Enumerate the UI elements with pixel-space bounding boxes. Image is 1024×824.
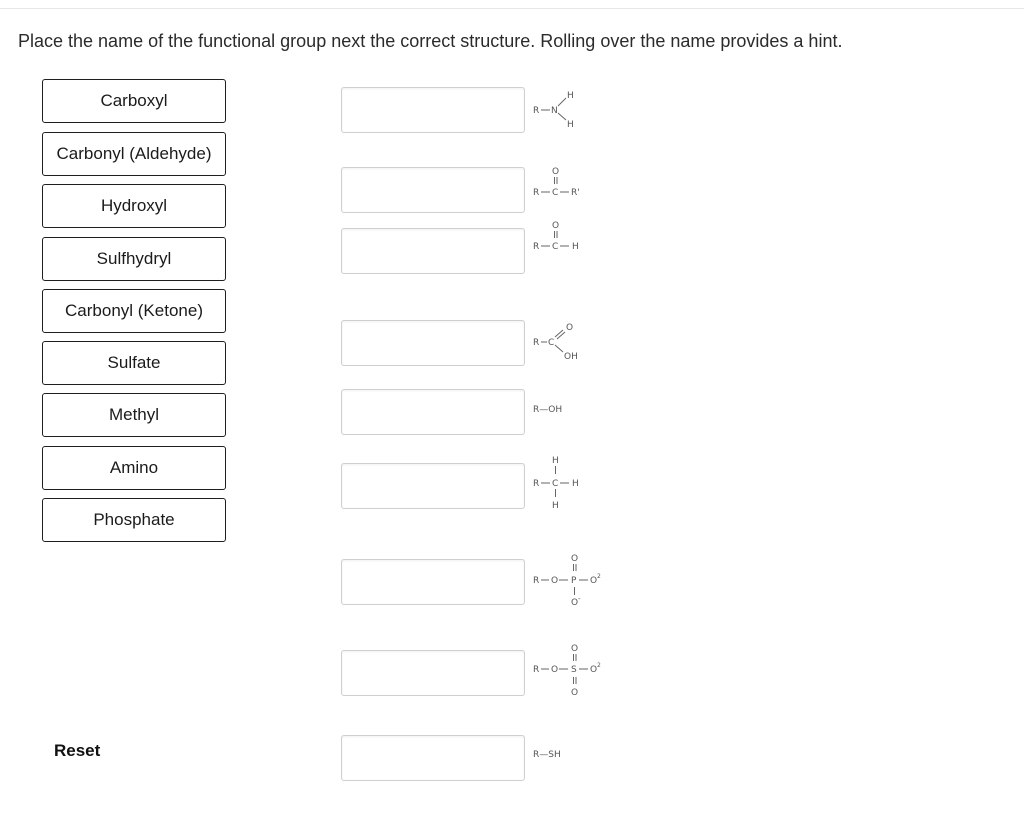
top-divider <box>0 8 1024 9</box>
o-atom: O <box>552 221 560 231</box>
o-atom: O <box>590 665 598 675</box>
drop-box-hydroxyl[interactable] <box>341 389 525 435</box>
name-carbonyl-aldehyde[interactable]: Carbonyl (Aldehyde) <box>42 132 226 176</box>
s-atom: S <box>571 665 577 675</box>
drop-box-methyl[interactable] <box>341 463 525 509</box>
structure-hydroxyl <box>530 399 600 419</box>
r-atom: R <box>533 106 540 116</box>
drop-box-amino[interactable] <box>341 87 525 133</box>
o-atom: O <box>566 323 574 333</box>
o-atom: O <box>551 576 559 586</box>
r-atom: R <box>533 665 540 675</box>
instructions-text: Place the name of the functional group next the correct structure. Rolling over the name provides a hint. <box>18 31 843 51</box>
name-hydroxyl[interactable]: Hydroxyl <box>42 184 226 228</box>
name-carbonyl-ketone[interactable]: Carbonyl (Ketone) <box>42 289 226 333</box>
o-atom: O <box>590 576 598 586</box>
drop-box-ketone[interactable] <box>341 167 525 213</box>
structure-sulfate <box>530 640 610 702</box>
n-atom: N <box>551 106 558 116</box>
name-sulfhydryl[interactable]: Sulfhydryl <box>42 237 226 281</box>
drop-box-phosphate[interactable] <box>341 559 525 605</box>
c-atom: C <box>548 338 555 348</box>
structure-amino <box>530 86 590 134</box>
r-atom: R <box>533 338 540 348</box>
reset-button[interactable]: Reset <box>54 741 101 760</box>
name-phosphate[interactable]: Phosphate <box>42 498 226 542</box>
structure-carboxyl <box>530 318 600 366</box>
name-methyl[interactable]: Methyl <box>42 393 226 437</box>
c-atom: C <box>552 479 559 489</box>
drop-box-carboxyl[interactable] <box>341 320 525 366</box>
o-atom: O <box>571 598 579 608</box>
p-atom: P <box>571 576 577 586</box>
h-atom: H <box>552 501 559 511</box>
o-atom: O <box>551 665 559 675</box>
hydroxyl-formula: R—OH <box>533 405 563 415</box>
o-atom: O <box>571 554 579 564</box>
structure-sulfhydryl <box>530 745 600 765</box>
o-atom: O <box>571 688 579 698</box>
o-atom: O <box>571 644 579 654</box>
r-atom: R <box>533 188 540 198</box>
charge-label: - <box>578 595 581 603</box>
name-amino[interactable]: Amino <box>42 446 226 490</box>
h-atom: H <box>567 120 574 130</box>
c-atom: C <box>552 242 559 252</box>
structure-aldehyde <box>530 217 600 257</box>
o-atom: O <box>552 167 560 177</box>
charge-label: 2 <box>597 573 601 580</box>
r-atom: R <box>533 242 540 252</box>
c-atom: C <box>552 188 559 198</box>
drop-box-aldehyde[interactable] <box>341 228 525 274</box>
structure-methyl <box>530 452 600 512</box>
name-carboxyl[interactable]: Carboxyl <box>42 79 226 123</box>
h-atom: H <box>572 479 579 489</box>
r-atom: R <box>533 576 540 586</box>
h-atom: H <box>572 242 579 252</box>
r-atom: R <box>533 479 540 489</box>
name-sulfate[interactable]: Sulfate <box>42 341 226 385</box>
sulfhydryl-formula: R—SH <box>533 750 561 760</box>
drop-box-sulfate[interactable] <box>341 650 525 696</box>
structure-ketone <box>530 163 600 203</box>
drop-box-sulfhydryl[interactable] <box>341 735 525 781</box>
oh-group: OH <box>564 352 578 362</box>
structure-phosphate <box>530 550 610 610</box>
h-atom: H <box>567 91 574 101</box>
charge-label: 2 <box>597 662 601 669</box>
r-prime-atom: R' <box>571 188 580 198</box>
h-atom: H <box>552 456 559 466</box>
